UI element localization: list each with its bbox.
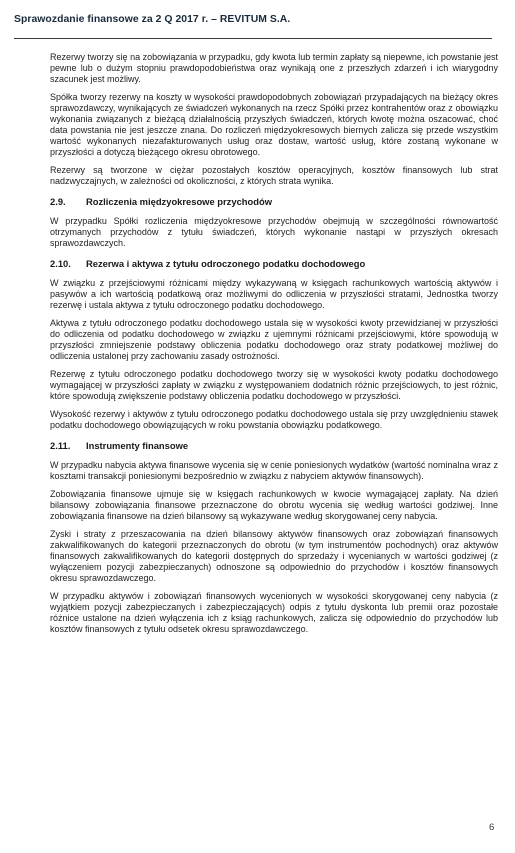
paragraph-roznice-przejsciowe: W związku z przejściowymi różnicami między wykazywaną w księgach rachunkowych wartością aktywów i pasywów a ich wartością podatkową oraz możliwymi do odliczenia w przyszłości stratami, Jednostka tworzy rezerwę i ustala aktywa z tytułu odroczonego podatku dochodowego. <box>50 278 498 310</box>
section-heading-2-11 <box>50 440 498 452</box>
paragraph-rezerwy-koszty: Spółka tworzy rezerwy na koszty w wysokości prawdopodobnych zobowiązań przypadających na bieżący okres sprawozdawczy, wynikających ze świadczeń wykonanych na rzecz Spółki przez kontrahentów oraz z obowiązku wykonania związanych z bieżącą działalnością przyszłych świadczeń, których kwotę można oszacować, choć data powstania nie jest jeszcze znana. Do rozliczeń międzyokresowych biernych zalicza się przede wszystkim wartość wykonanych niezafakturowanych usług oraz dostaw, wartość usług, które zostaną wykonane w przyszłości a dotyczą bieżącego okresu obrotowego. <box>50 92 498 157</box>
header-divider <box>14 38 492 39</box>
paragraph-nabycie-aktywa: W przypadku nabycia aktywa finansowe wycenia się w cenie poniesionych wydatków (wartość nominalna wraz z kosztami transakcji poniesionymi bezpośrednio w związku z nabyciem aktywów finansowych). <box>50 460 498 481</box>
document-body <box>50 52 498 635</box>
page-number: 6 <box>489 822 495 833</box>
document-header-title: Sprawozdanie finansowe za 2 Q 2017 r. – REVITUM S.A. <box>14 14 291 25</box>
section-number: 2.10. <box>50 258 71 269</box>
section-title: Instrumenty finansowe <box>86 440 189 451</box>
paragraph-wysokosc-rezerwy: Wysokość rezerwy i aktywów z tytułu odroczonego podatku dochodowego ustala się przy uwzględnieniu stawek podatku dochodowego obowiązujących w roku powstania obowiązku podatkowego. <box>50 409 498 430</box>
section-title: Rozliczenia międzyokresowe przychodów <box>86 196 272 207</box>
paragraph-skorygowana-cena: W przypadku aktywów i zobowiązań finansowych wycenionych w wysokości skorygowanej ceny nabycia (z wyjątkiem pozycji zabezpieczanych i zabezpieczających) odpis z tytułu dyskonta lub premii oraz pozostałe różnice ustalone na dzień wyłączenia ich z ksiąg rachunkowych, zalicza się odpowiednio do przychodów lub kosztów finansowych z tytułu odsetek okresu sprawozdawczego. <box>50 591 498 634</box>
section-title: Rezerwa i aktywa z tytułu odroczonego podatku dochodowego <box>86 258 366 269</box>
section-number: 2.11. <box>50 440 71 451</box>
paragraph-zyski-straty: Zyski i straty z przeszacowania na dzień bilansowy aktywów finansowych oraz zobowiązań finansowych zakwalifikowanych do kategorii przeznaczonych do obrotu (w tym instrumentów pochodnych) oraz aktywów finansowych zakwalifikowanych do kategorii dostępnych do sprzedaży i wycenianych w wartości godziwej (z wyłączeniem pozycji zabezpieczanych) odnoszone są odpowiednio do przychodów i kosztów finansowych okresu sprawozdawczego. <box>50 529 498 583</box>
section-heading-2-10 <box>50 258 498 270</box>
paragraph-zobowiazania-finansowe: Zobowiązania finansowe ujmuje się w księgach rachunkowych w kwocie wymagającej zapłaty. Na dzień bilansowy zobowiązania finansowe przeznaczone do obrotu wycenia się według wartości godziwej. Inne zobowiązania finansowe na dzień bilansowy są wykazywane według skorygowanej ceny nabycia. <box>50 489 498 521</box>
paragraph-aktywa-podatek: Aktywa z tytułu odroczonego podatku dochodowego ustala się w wysokości kwoty przewidzianej w przyszłości do odliczenia od podatku dochodowego w związku z ujemnymi różnicami przejściowymi, które spowodują w przyszłości zmniejszenie podstawy obliczenia podatku dochodowego oraz straty podatkowej możliwej do odliczenia ustalonej przy zachowaniu zasady ostrożności. <box>50 318 498 361</box>
paragraph-rezerwy-ciezar: Rezerwy są tworzone w ciężar pozostałych kosztów operacyjnych, kosztów finansowych lub strat nadzwyczajnych, w zależności od okoliczności, z których strata wynika. <box>50 165 498 186</box>
section-heading-2-9 <box>50 196 498 208</box>
paragraph-rmk-przychodow: W przypadku Spółki rozliczenia międzyokresowe przychodów obejmują w szczególności równowartość otrzymanych przychodów z tytułu świadczeń, których wykonanie nastąpi w przyszłych okresach sprawozdawczych. <box>50 216 498 248</box>
paragraph-rezerwy-definition: Rezerwy tworzy się na zobowiązania w przypadku, gdy kwota lub termin zapłaty są niepewne, ich powstanie jest pewne lub o dużym stopniu prawdopodobieństwa oraz wynikają one z przeszłych zdarzeń i ich wiarygodny szacunek jest możliwy. <box>50 52 498 84</box>
paragraph-rezerwa-podatek: Rezerwę z tytułu odroczonego podatku dochodowego tworzy się w wysokości kwoty podatku dochodowego wymagającej w przyszłości zapłaty w związku z występowaniem dodatnich różnic przejściowych, to jest różnic, które spowodują zwiększenie podstawy obliczenia podatku dochodowego w przyszłości. <box>50 369 498 401</box>
section-number: 2.9. <box>50 196 66 207</box>
